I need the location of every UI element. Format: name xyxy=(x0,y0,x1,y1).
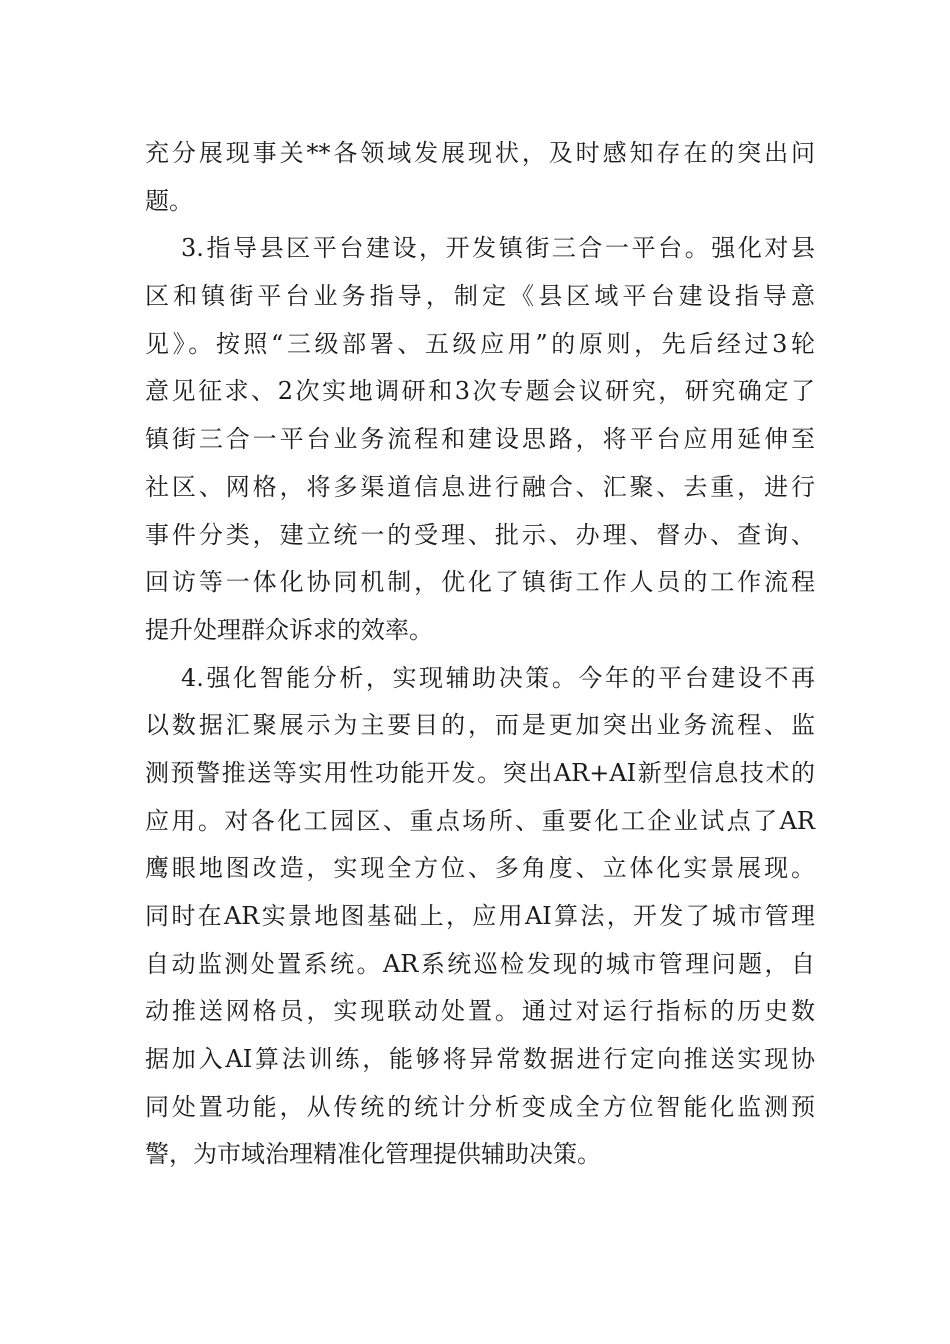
text-line: 自动监测处置系统。AR系统巡检发现的城市管理问题，自 xyxy=(145,949,815,978)
text-line: 见》。按照“三级部署、五级应用”的原则，先后经过3轮 xyxy=(145,329,815,358)
document-body xyxy=(145,130,815,1179)
text-line: 充分展现事关**各领域发展现状，及时感知存在的突出问 xyxy=(145,139,815,167)
text-line: 同时在AR实景地图基础上，应用AI算法，开发了城市管理 xyxy=(145,902,815,930)
text-line: 据加入AI算法训练，能够将异常数据进行定向推送实现协 xyxy=(145,1045,815,1074)
paragraph xyxy=(145,655,815,1180)
text-line: 4.强化智能分析，实现辅助决策。今年的平台建设不再 xyxy=(181,663,815,692)
text-line: 警，为市域治理精准化管理提供辅助决策。 xyxy=(145,1140,601,1169)
text-line: 意见征求、2次实地调研和3次专题会议研究，研究确定了 xyxy=(145,377,815,406)
text-line: 以数据汇聚展示为主要目的，而是更加突出业务流程、监 xyxy=(145,711,815,740)
paragraph xyxy=(145,225,815,654)
text-line: 测预警推送等实用性功能开发。突出AR+AI新型信息技术的 xyxy=(145,758,815,787)
text-line: 区和镇街平台业务指导，制定《县区域平台建设指导意 xyxy=(145,282,815,311)
text-line: 事件分类，建立统一的受理、批示、办理、督办、查询、 xyxy=(145,520,815,549)
text-line: 镇街三合一平台业务流程和建设思路，将平台应用延伸至 xyxy=(145,425,815,454)
text-line: 3.指导县区平台建设，开发镇街三合一平台。强化对县 xyxy=(181,234,815,263)
text-line: 鹰眼地图改造，实现全方位、多角度、立体化实景展现。 xyxy=(145,854,815,883)
text-line: 动推送网格员，实现联动处置。通过对运行指标的历史数 xyxy=(145,997,815,1026)
text-line: 应用。对各化工园区、重点场所、重要化工企业试点了AR xyxy=(145,806,815,835)
text-line: 回访等一体化协同机制，优化了镇街工作人员的工作流程 xyxy=(145,568,815,597)
text-line: 同处置功能，从传统的统计分析变成全方位智能化监测预 xyxy=(145,1092,815,1121)
text-line: 题。 xyxy=(145,186,193,215)
text-line: 提升处理群众诉求的效率。 xyxy=(145,615,433,644)
text-line: 社区、网格，将多渠道信息进行融合、汇聚、去重，进行 xyxy=(145,472,815,501)
paragraph xyxy=(145,130,815,225)
